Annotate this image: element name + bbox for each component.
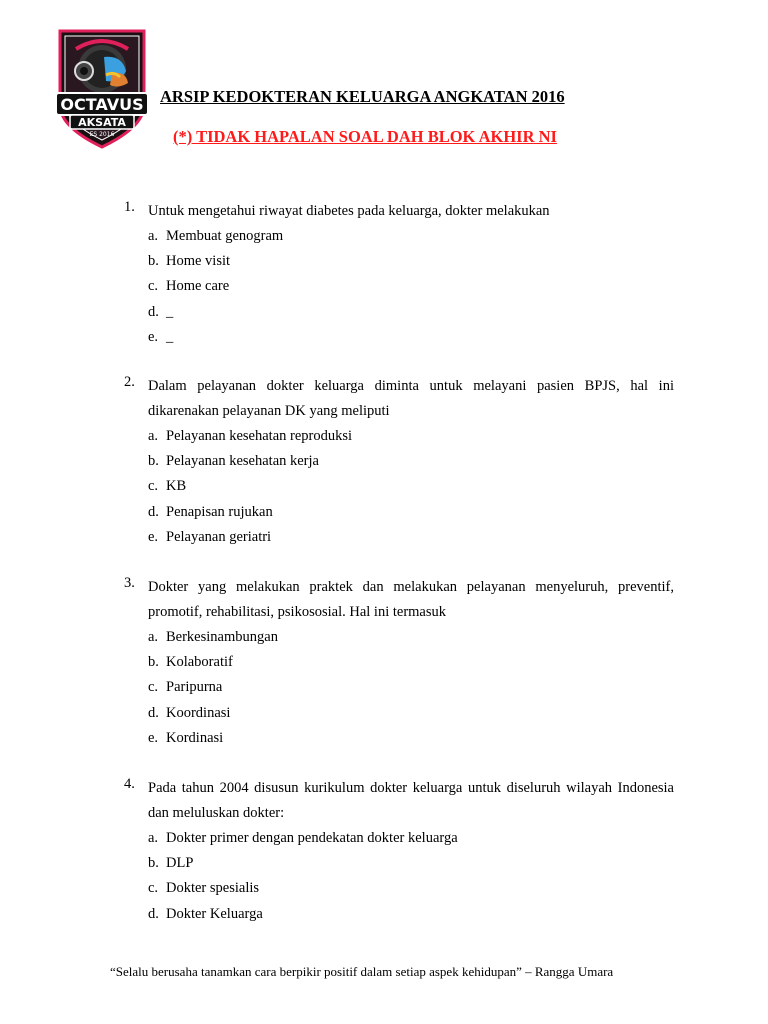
option-list	[148, 826, 674, 927]
option-d	[148, 902, 674, 927]
option-text: Pelayanan kesehatan kerja	[166, 453, 319, 470]
option-letter: a.	[148, 428, 159, 444]
option-letter: b.	[148, 253, 159, 270]
option-letter: d.	[148, 704, 159, 721]
option-letter: d.	[148, 503, 159, 520]
question-text: Untuk mengetahui riwayat diabetes pada keluarga, dokter melakukan	[148, 203, 550, 219]
option-letter: c.	[148, 679, 159, 696]
question-1	[124, 199, 674, 350]
option-b	[148, 851, 674, 876]
option-letter: e.	[148, 528, 159, 545]
option-e	[148, 525, 674, 550]
option-a	[148, 625, 674, 650]
option-text: Dokter Keluarga	[166, 905, 263, 922]
question-number: 2.	[124, 374, 135, 390]
option-text: KB	[166, 478, 187, 495]
option-letter: b.	[148, 654, 159, 671]
option-text: Home visit	[166, 253, 231, 270]
question-number: 1.	[124, 199, 135, 215]
option-letter: b.	[148, 453, 159, 470]
logo-line2: AKSATA	[78, 116, 126, 129]
question-number: 3.	[124, 575, 135, 591]
option-a	[148, 224, 674, 249]
option-letter: b.	[148, 855, 159, 872]
footer-quote: “Selalu berusaha tanamkan cara berpikir positif dalam setiap aspek kehidupan” – Rangga Umara	[110, 964, 614, 979]
option-text: Pelayanan geriatri	[166, 528, 272, 545]
logo-line3: ES 2016	[89, 131, 115, 138]
option-e	[148, 325, 674, 350]
option-letter: a.	[148, 228, 159, 244]
option-letter: c.	[148, 880, 159, 897]
option-letter: e.	[148, 328, 159, 345]
option-text: Paripurna	[166, 679, 223, 696]
option-b	[148, 249, 674, 274]
option-list	[148, 224, 674, 350]
option-a	[148, 424, 674, 449]
option-c	[148, 274, 674, 299]
option-text: Home care	[166, 278, 230, 295]
option-text: DLP	[166, 855, 194, 872]
option-letter: d.	[148, 905, 159, 922]
option-letter: c.	[148, 278, 159, 295]
option-text: Koordinasi	[166, 704, 231, 721]
option-c	[148, 675, 674, 700]
option-c	[148, 876, 674, 901]
option-letter: d.	[148, 303, 159, 320]
option-text: Penapisan rujukan	[166, 503, 273, 520]
option-text: _	[166, 303, 174, 320]
option-d	[148, 500, 674, 525]
option-text: Berkesinambungan	[166, 629, 278, 645]
question-4	[124, 776, 674, 927]
option-letter: a.	[148, 830, 159, 846]
option-text: Kolaboratif	[166, 654, 233, 671]
document-title: ARSIP KEDOKTERAN KELUARGA ANGKATAN 2016	[160, 87, 565, 106]
option-d	[148, 300, 674, 325]
question-2	[124, 374, 674, 550]
option-text: Dokter primer dengan pendekatan dokter keluarga	[166, 830, 458, 846]
option-letter: c.	[148, 478, 159, 495]
logo-line1: OCTAVUS	[60, 95, 144, 114]
question-text: Dalam pelayanan dokter keluarga diminta untuk melayani pasien BPJS, hal ini dikarenakan pelayanan DK yang meliputi	[148, 378, 674, 419]
option-text: Kordinasi	[166, 729, 224, 746]
option-e	[148, 726, 674, 751]
option-text: Pelayanan kesehatan reproduksi	[166, 428, 353, 444]
document-subtitle: (*) TIDAK HAPALAN SOAL DAH BLOK AKHIR NI	[173, 127, 557, 146]
option-a	[148, 826, 674, 851]
option-text: Membuat genogram	[166, 228, 284, 244]
option-b	[148, 650, 674, 675]
question-text: Dokter yang melakukan praktek dan melakukan pelayanan menyeluruh, preventif, promotif, rehabilitasi, psikososial. Hal ini termasuk	[148, 579, 674, 620]
option-list	[148, 625, 674, 751]
question-number: 4.	[124, 776, 135, 792]
option-letter: e.	[148, 729, 159, 746]
option-letter: a.	[148, 629, 159, 645]
option-list	[148, 424, 674, 550]
option-text: Dokter spesialis	[166, 880, 260, 897]
option-text: _	[166, 328, 174, 345]
question-3	[124, 575, 674, 751]
option-c	[148, 474, 674, 499]
option-d	[148, 701, 674, 726]
question-text: Pada tahun 2004 disusun kurikulum dokter keluarga untuk diseluruh wilayah Indonesia dan meluluskan dokter:	[148, 780, 674, 821]
option-b	[148, 449, 674, 474]
